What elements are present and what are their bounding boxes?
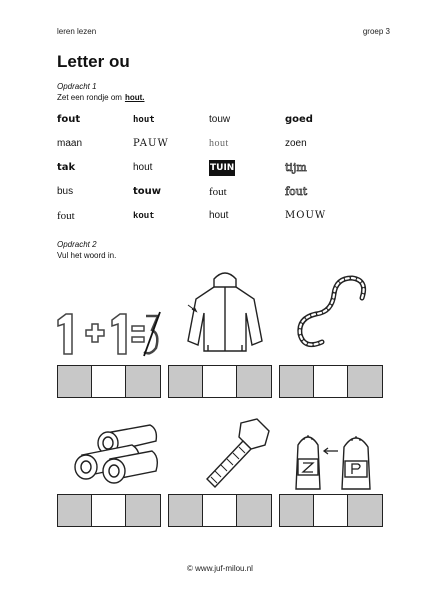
logs-icon <box>62 415 162 495</box>
word-row <box>57 208 387 224</box>
word-cell[interactable]: fout <box>209 186 227 198</box>
word-cell[interactable]: fout <box>57 114 81 125</box>
word-cell[interactable]: PAUW <box>133 138 169 149</box>
word-cell[interactable]: hout <box>209 210 229 221</box>
answer-boxes <box>168 365 272 398</box>
answer-boxes <box>168 494 272 527</box>
answer-box-grey <box>280 366 314 397</box>
rope-icon <box>290 270 380 360</box>
word-cell[interactable]: tijm <box>285 161 307 174</box>
task1-target-word: hout. <box>124 93 145 102</box>
task1-label: Opdracht 1 <box>57 82 97 91</box>
word-cell[interactable]: kout <box>133 211 155 221</box>
answer-boxes <box>279 494 383 527</box>
header-subject: leren lezen <box>57 27 97 36</box>
answer-box-grey <box>126 495 160 526</box>
answer-box-grey <box>348 366 382 397</box>
footer-copyright: © www.juf-milou.nl <box>187 564 253 573</box>
word-row <box>57 184 387 200</box>
task2-instruction: Vul het woord in. <box>57 251 117 260</box>
answer-box-grey <box>237 495 271 526</box>
word-cell[interactable]: maan <box>57 138 83 149</box>
answer-boxes <box>57 494 161 527</box>
answer-box-grey <box>126 366 160 397</box>
salt-pepper-icon <box>288 425 378 495</box>
answer-box-grey <box>169 495 203 526</box>
task1-instruction-text: Zet een rondje om <box>57 93 122 102</box>
answer-box-grey <box>58 366 92 397</box>
answer-box[interactable] <box>92 366 126 397</box>
word-cell[interactable]: zoen <box>285 138 307 149</box>
jacket-icon <box>180 265 270 357</box>
word-cell[interactable]: tak <box>57 162 76 173</box>
word-row <box>57 136 387 152</box>
word-cell[interactable]: MOUW <box>285 210 327 221</box>
word-row <box>57 112 387 128</box>
answer-box-grey <box>58 495 92 526</box>
answer-box-grey <box>280 495 314 526</box>
answer-box[interactable] <box>314 495 348 526</box>
word-cell[interactable]: bus <box>57 186 74 197</box>
word-cell[interactable]: fout <box>57 210 75 222</box>
word-cell[interactable]: fout <box>285 185 308 198</box>
answer-boxes <box>279 365 383 398</box>
word-row <box>57 160 387 176</box>
word-cell[interactable]: hout <box>209 138 229 149</box>
one-plus-one-equals-three-icon <box>52 308 162 358</box>
word-cell[interactable]: touw <box>133 186 162 197</box>
answer-box[interactable] <box>203 366 237 397</box>
word-cell[interactable]: goed <box>285 114 313 125</box>
task1-instruction <box>57 93 144 102</box>
answer-box-grey <box>169 366 203 397</box>
word-cell[interactable]: hout <box>133 162 153 173</box>
word-cell[interactable]: TUIN <box>209 160 235 176</box>
answer-box[interactable] <box>203 495 237 526</box>
answer-box[interactable] <box>314 366 348 397</box>
answer-box[interactable] <box>92 495 126 526</box>
answer-boxes <box>57 365 161 398</box>
header-grade: groep 3 <box>362 27 390 36</box>
word-cell[interactable]: hout <box>133 115 155 125</box>
word-cell[interactable]: touw <box>209 114 231 125</box>
answer-box-grey <box>348 495 382 526</box>
answer-box-grey <box>237 366 271 397</box>
page-title: Letter ou <box>57 52 130 71</box>
bolt-icon <box>195 415 275 495</box>
task2-label: Opdracht 2 <box>57 240 97 249</box>
